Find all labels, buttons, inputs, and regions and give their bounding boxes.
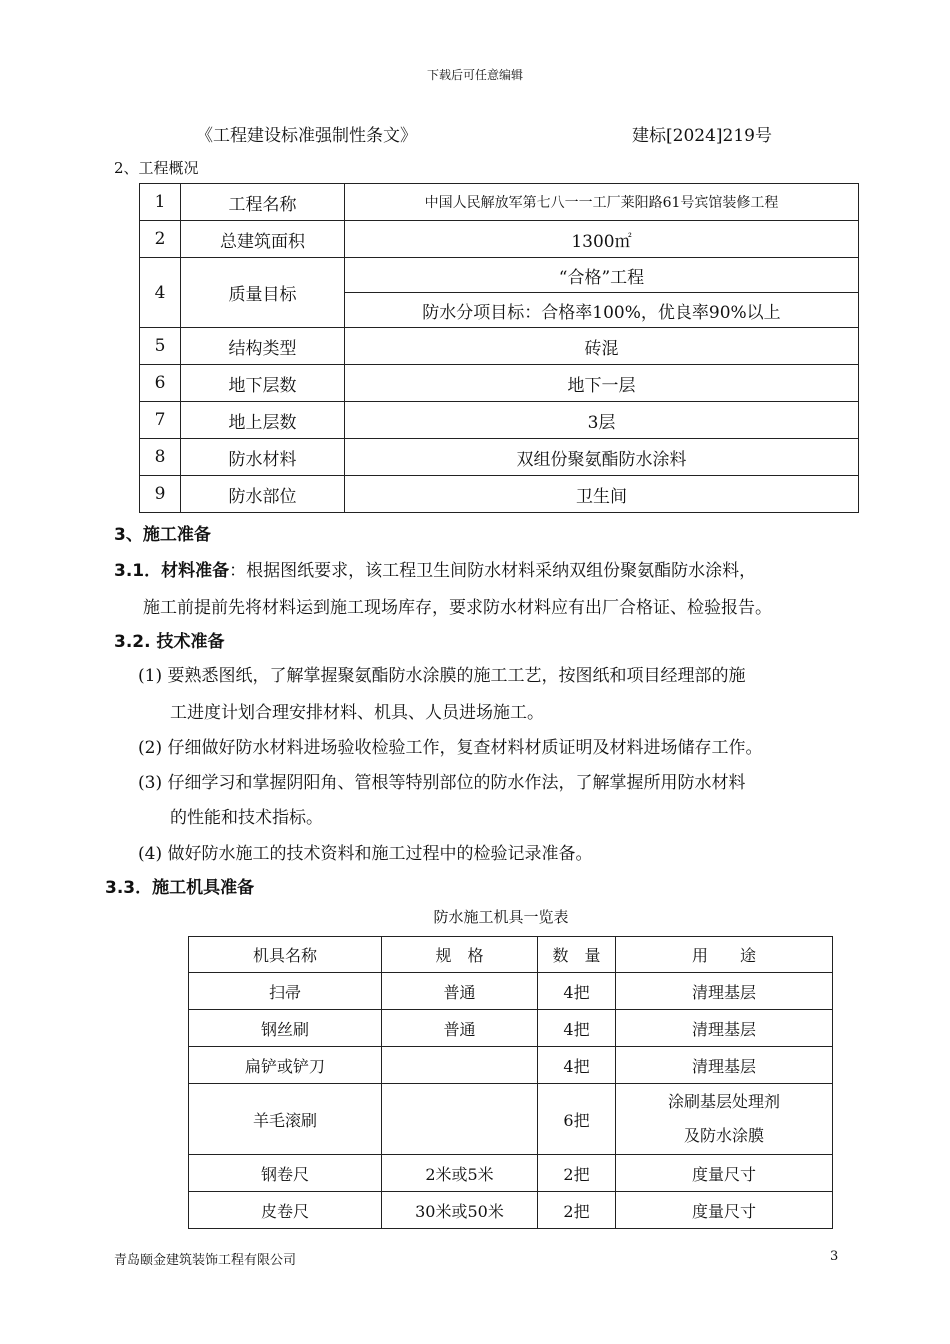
tool-spec: 2米或5米 [382, 1155, 538, 1192]
tech-item-4: (4) 做好防水施工的技术资料和施工过程中的检验记录准备。 [138, 844, 593, 864]
row-item: 结构类型 [181, 328, 345, 365]
row-item: 总建筑面积 [181, 221, 345, 258]
tech-item-2: (2) 仔细做好防水材料进场验收检验工作，复查材料材质证明及材料进场储存工作。 [138, 738, 763, 758]
table-row [140, 258, 859, 293]
table-row [140, 402, 859, 439]
table-row [140, 476, 859, 513]
header-note: 下载后可任意编辑 [426, 68, 523, 82]
tool-spec: 30米或50米 [382, 1192, 538, 1229]
section-3-1-line-2: 施工前提前先将材料运到施工现场库存，要求防水材料应有出厂合格证、检验报告。 [143, 598, 772, 618]
section-3-1-line-1 [114, 556, 756, 581]
tech-item-3-line-1: (3) 仔细学习和掌握阴阳角、管根等特别部位的防水作法，了解掌握所用防水材料 [138, 773, 746, 793]
row-number: 2 [140, 221, 181, 258]
standard-reference: 《工程建设标准强制性条文》 [196, 126, 417, 146]
row-number: 1 [140, 184, 181, 221]
table-row [140, 365, 859, 402]
tool-usage: 清理基层 [616, 1047, 833, 1084]
table-row [140, 439, 859, 476]
row-number: 6 [140, 365, 181, 402]
tool-quantity: 4把 [538, 1047, 616, 1084]
tool-name: 扁铲或铲刀 [189, 1047, 382, 1084]
table-row [140, 184, 859, 221]
row-item: 防水材料 [181, 439, 345, 476]
tool-quantity: 4把 [538, 973, 616, 1010]
row-value: 3层 [345, 402, 859, 439]
tools-table-title: 防水施工机具一览表 [433, 908, 569, 926]
row-value: 双组份聚氨酯防水涂料 [345, 439, 859, 476]
table-row [189, 1084, 833, 1155]
tool-name: 羊毛滚刷 [189, 1084, 382, 1155]
tool-usage: 度量尺寸 [616, 1192, 833, 1229]
tools-table [188, 936, 833, 1229]
tool-spec: 普通 [382, 1010, 538, 1047]
row-value: 砖混 [345, 328, 859, 365]
row-number: 7 [140, 402, 181, 439]
section-3-2-title: 3.2. 技术准备 [114, 632, 225, 652]
tool-usage: 清理基层 [616, 973, 833, 1010]
section-2-title: 2、工程概况 [114, 159, 199, 177]
row-value: “合格”工程 [345, 258, 859, 293]
tool-quantity: 2把 [538, 1155, 616, 1192]
table-row [189, 1010, 833, 1047]
row-value: 1300㎡ [345, 221, 859, 258]
row-item: 地上层数 [181, 402, 345, 439]
row-number: 4 [140, 258, 181, 328]
row-number: 5 [140, 328, 181, 365]
tool-name: 钢丝刷 [189, 1010, 382, 1047]
table-row [189, 1192, 833, 1229]
row-item: 质量目标 [181, 258, 345, 328]
tech-item-1-line-2: 工进度计划合理安排材料、机具、人员进场施工。 [170, 703, 544, 723]
tool-usage: 清理基层 [616, 1010, 833, 1047]
page-number: 3 [830, 1249, 839, 1264]
project-overview-table [139, 183, 859, 513]
tool-name: 钢卷尺 [189, 1155, 382, 1192]
section-3-1-text: ：根据图纸要求，该工程卫生间防水材料采纳双组份聚氨酯防水涂料， [229, 561, 757, 581]
row-value: 地下一层 [345, 365, 859, 402]
footer-company: 青岛颐金建筑装饰工程有限公司 [114, 1253, 297, 1268]
table-row [189, 1047, 833, 1084]
tool-usage: 涂刷基层处理剂 及防水涂膜 [616, 1084, 833, 1155]
column-header-name: 机具名称 [189, 937, 382, 973]
tool-spec [382, 1047, 538, 1084]
row-value: 中国人民解放军第七八一一工厂莱阳路61号宾馆装修工程 [345, 184, 859, 221]
row-number: 9 [140, 476, 181, 513]
tool-name: 扫帚 [189, 973, 382, 1010]
row-item: 工程名称 [181, 184, 345, 221]
row-value-secondary: 防水分项目标：合格率100%，优良率90%以上 [345, 293, 859, 328]
table-row [189, 1155, 833, 1192]
table-row [140, 328, 859, 365]
table-header-row [189, 937, 833, 973]
section-3-1-label: 3.1．材料准备 [114, 561, 230, 581]
tool-quantity: 6把 [538, 1084, 616, 1155]
row-item: 防水部位 [181, 476, 345, 513]
tool-spec [382, 1084, 538, 1155]
section-3-title: 3、施工准备 [114, 525, 211, 545]
tech-item-1-line-1: (1) 要熟悉图纸，了解掌握聚氨酯防水涂膜的施工工艺，按图纸和项目经理部的施 [138, 666, 746, 686]
row-item: 地下层数 [181, 365, 345, 402]
tool-usage: 度量尺寸 [616, 1155, 833, 1192]
table-row [189, 973, 833, 1010]
column-header-spec: 规 格 [382, 937, 538, 973]
column-header-usage: 用 途 [616, 937, 833, 973]
tool-spec: 普通 [382, 973, 538, 1010]
table-row [140, 221, 859, 258]
standard-number: 建标[2024]219号 [632, 126, 772, 146]
tool-quantity: 2把 [538, 1192, 616, 1229]
row-number: 8 [140, 439, 181, 476]
row-value: 卫生间 [345, 476, 859, 513]
column-header-quantity: 数 量 [538, 937, 616, 973]
tool-name: 皮卷尺 [189, 1192, 382, 1229]
tool-quantity: 4把 [538, 1010, 616, 1047]
tech-item-3-line-2: 的性能和技术指标。 [170, 808, 323, 828]
section-3-3-title: 3.3．施工机具准备 [105, 878, 255, 898]
